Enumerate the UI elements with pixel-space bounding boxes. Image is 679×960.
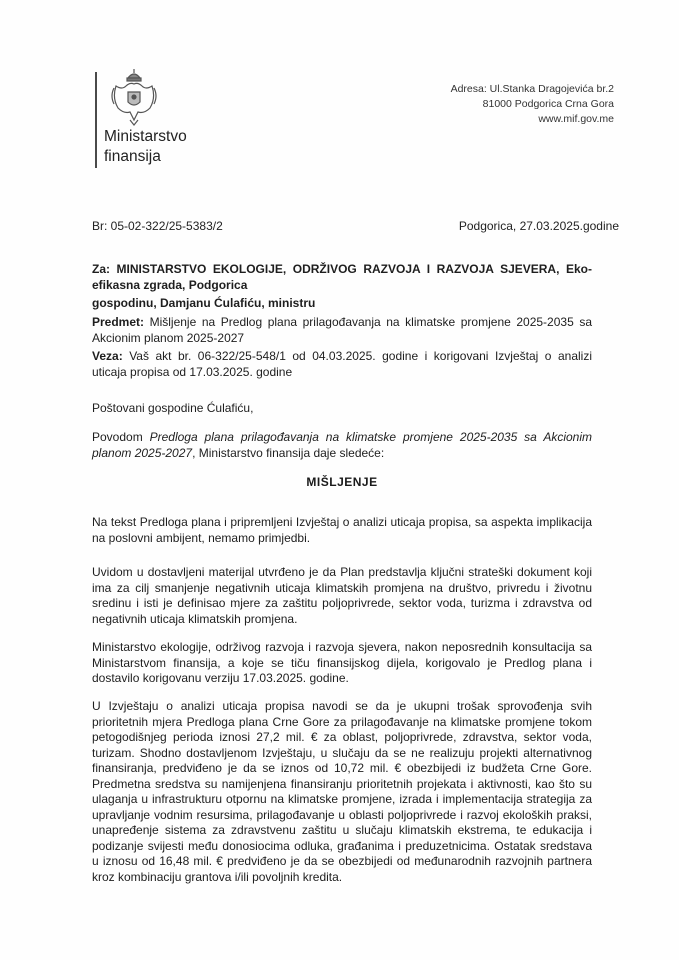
place-date: Podgorica, 27.03.2025.godine: [458, 219, 619, 233]
recipient-label: Za:: [92, 262, 110, 276]
reference-link-line: [92, 349, 592, 380]
recipient-person: gospodinu, Damjanu Ćulafiću, ministru: [92, 296, 316, 310]
address-city: 81000 Podgorica Crna Gora: [482, 98, 614, 110]
ministry-name: [104, 127, 187, 167]
website-link[interactable]: www.mif.gov.me: [538, 113, 614, 125]
subject-line: [92, 315, 592, 346]
ministry-address: [451, 82, 614, 127]
montenegro-coat-of-arms-icon: [108, 68, 160, 126]
body-paragraph-3: Ministarstvo ekologije, održivog razvoja i razvoja sjevera, nakon neposrednih konsultacija sa Ministarstvom finansija, a koje se tiču finansijskog dijela, korigovalo je Predlog plana i dostavilo korigovanu verziju 17.03.2025. godine.: [92, 640, 592, 685]
body-paragraph-4: U Izvještaju o analizi uticaja propisa navodi se da je ukupni trošak sprovođenja svih prioritetnih mjera Predloga plana Crne Gore za prilagođavanje na klimatske promjene tokom petogodišnjeg perioda iznosi 27,2 mil. € za oblast, poljoprivrede, zdravstva, sektor voda, turizam. Shodno dostavljenom Izvještaju, u slučaju da se ne realizuju projekti alternativnog finansiranja, predviđeno je da se iznos od 10,72 mil. € obezbijedi iz budžeta Crne Gore. Predmetna sredstva su namijenjena finansiranju prioritetnih projekata i aktivnosti, kao što su ulaganja u infrastrukturu otpornu na klimatske promjene, izrada i implementacija strategija za upravljanje vodnim resursima, prilagođavanje u oblasti poljoprivrede i razvoj ekoloških praksi, unapređenje sistema za zdravstvenu zaštitu u slučaju klimatskih ekstrema, te edukacija i podizanje svijesti među donosiocima odluka, građanima i preduzetnicima. Ostatak sredstava u iznosu od 16,48 mil. € predviđeno je da se obezbijedi od međunarodnih razvojnih partnera kroz kombinaciju grantova i/ili povoljnih kredita.: [92, 699, 592, 884]
address-street: Adresa: Ul.Stanka Dragojevića br.2: [450, 83, 614, 95]
recipient-organization: [92, 262, 592, 293]
reference-number: Br: 05-02-322/25-5383/2: [92, 219, 223, 233]
intro-prefix: Povodom: [92, 430, 150, 444]
letterhead-divider: [95, 72, 97, 168]
subject-label: Predmet:: [92, 315, 145, 329]
greeting: Poštovani gospodine Ćulafiću,: [92, 401, 254, 415]
intro-document-title: Predloga plana prilagođavanja na klimatske promjene 2025-2035 sa Akcionim planom 2025-2027: [92, 430, 592, 460]
opinion-heading: MIŠLJENJE: [306, 475, 378, 489]
intro-paragraph: [92, 430, 592, 461]
link-text: Vaš akt br. 06-322/25-548/1 od 04.03.2025. godine i korigovani Izvještaj o analizi uticaja propisa od 17.03.2025. godine: [92, 349, 592, 379]
recipient-org-text: MINISTARSTVO EKOLOGIJE, ODRŽIVOG RAZVOJA I RAZVOJA SJEVERA, Eko-efikasna zgrada, Podgorica: [92, 262, 592, 292]
intro-suffix: , Ministarstvo finansija daje sledeće:: [192, 445, 385, 460]
ministry-name-line2: finansija: [104, 148, 161, 165]
subject-text: Mišljenje na Predlog plana prilagođavanja na klimatske promjene 2025-2035 sa Akcionim planom 2025-2027: [92, 315, 592, 345]
body-paragraph-1: Na tekst Predloga plana i pripremljeni Izvještaj o analizi uticaja propisa, sa aspekta implikacija na poslovni ambijent, nemamo primjedbi.: [92, 515, 592, 545]
body-paragraph-2: Uvidom u dostavljeni materijal utvrđeno je da Plan predstavlja ključni strateški dokument koji ima za cilj smanjenje negativnih uticaja klimatskih promjena na društvo, privredu i životnu sredinu i isti je definisao mjere za zaštitu poljoprivrede, sektor voda, turizma i zdravstva od negativnih uticaja klimatskih promjena.: [92, 565, 592, 626]
ministry-name-line1: Ministarstvo: [104, 128, 187, 145]
link-label: Veza:: [92, 349, 123, 363]
